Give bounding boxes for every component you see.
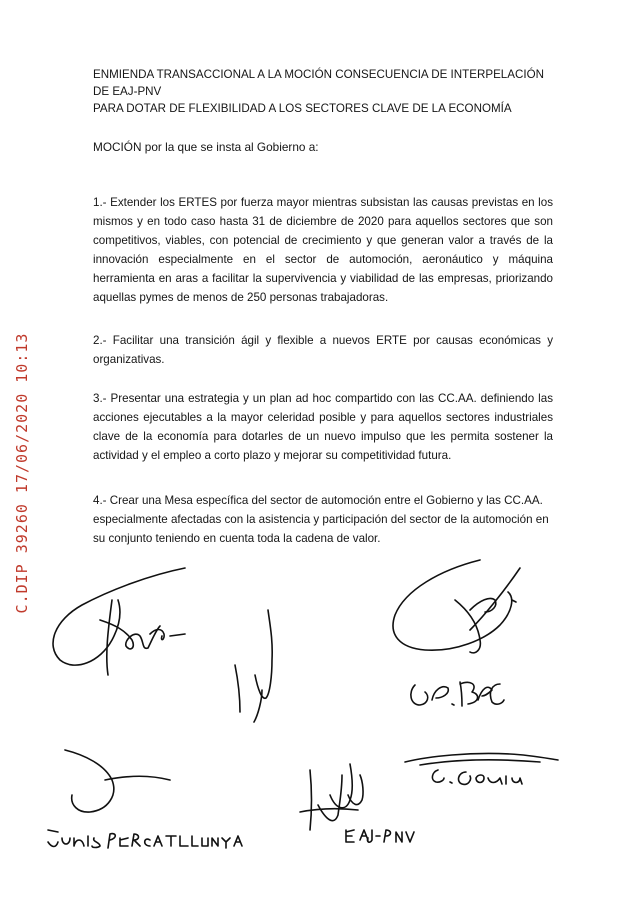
title-line-1: ENMIENDA TRANSACCIONAL A LA MOCIÓN CONSECUENCIA DE INTERPELACIÓN DE EAJ-PNV <box>93 68 544 98</box>
motion-intro: MOCIÓN por la que se insta al Gobierno a: <box>93 140 319 154</box>
signature-center <box>235 610 272 722</box>
motion-item-2: 2.- Facilitar una transición ágil y flexible a nuevos ERTE por causas económicas y organizativas. <box>93 334 553 366</box>
registry-stamp-text: C.DIP 39260 17/06/2020 10:13 <box>13 332 31 613</box>
motion-item-3: 3.- Presentar una estrategia y un plan ad hoc compartido con las CC.AA. definiendo las acciones ejecutables a la mayor celeridad posible y para aquellos sectores industriales clave de la economía para dotarles de un nuevo impulso que les permita sostener la actividad y el empleo a corto plazo y mejorar su competitividad futura. <box>93 392 553 462</box>
signatures-area <box>0 540 636 900</box>
document-title <box>93 66 563 117</box>
title-line-2: PARA DOTAR DE FLEXIBILIDAD A LOS SECTORES CLAVE DE LA ECONOMÍA <box>93 102 512 115</box>
signature-right-bottom <box>405 753 558 784</box>
signature-right-top <box>393 560 520 653</box>
motion-item-4: 4.- Crear una Mesa específica del sector de automoción entre el Gobierno y las CC.AA. especialmente afectadas con la asistencia y participación del sector de la automoción en su conjunto teniendo en cuenta toda la cadena de valor. <box>93 494 549 545</box>
signature-center-bottom <box>300 764 414 842</box>
motion-item-1: 1.- Extender los ERTES por fuerza mayor mientras subsistan las causas previstas en los mismos y en todo caso hasta 31 de diciembre de 2020 para aquellos sectores que son competitivos, viables, con potencial de crecimiento y que generan valor a través de la innovación especialmente en el sector de automoción, aeronáutico y máquina herramienta en aras a facilitar la supervivencia y viabilidad de las empresas, priorizando aquellas pymes de menos de 250 personas trabajadoras. <box>93 196 553 304</box>
signature-top-left <box>53 568 185 675</box>
signature-bottom-left <box>48 750 242 848</box>
signature-right-gp-brc <box>411 682 504 706</box>
